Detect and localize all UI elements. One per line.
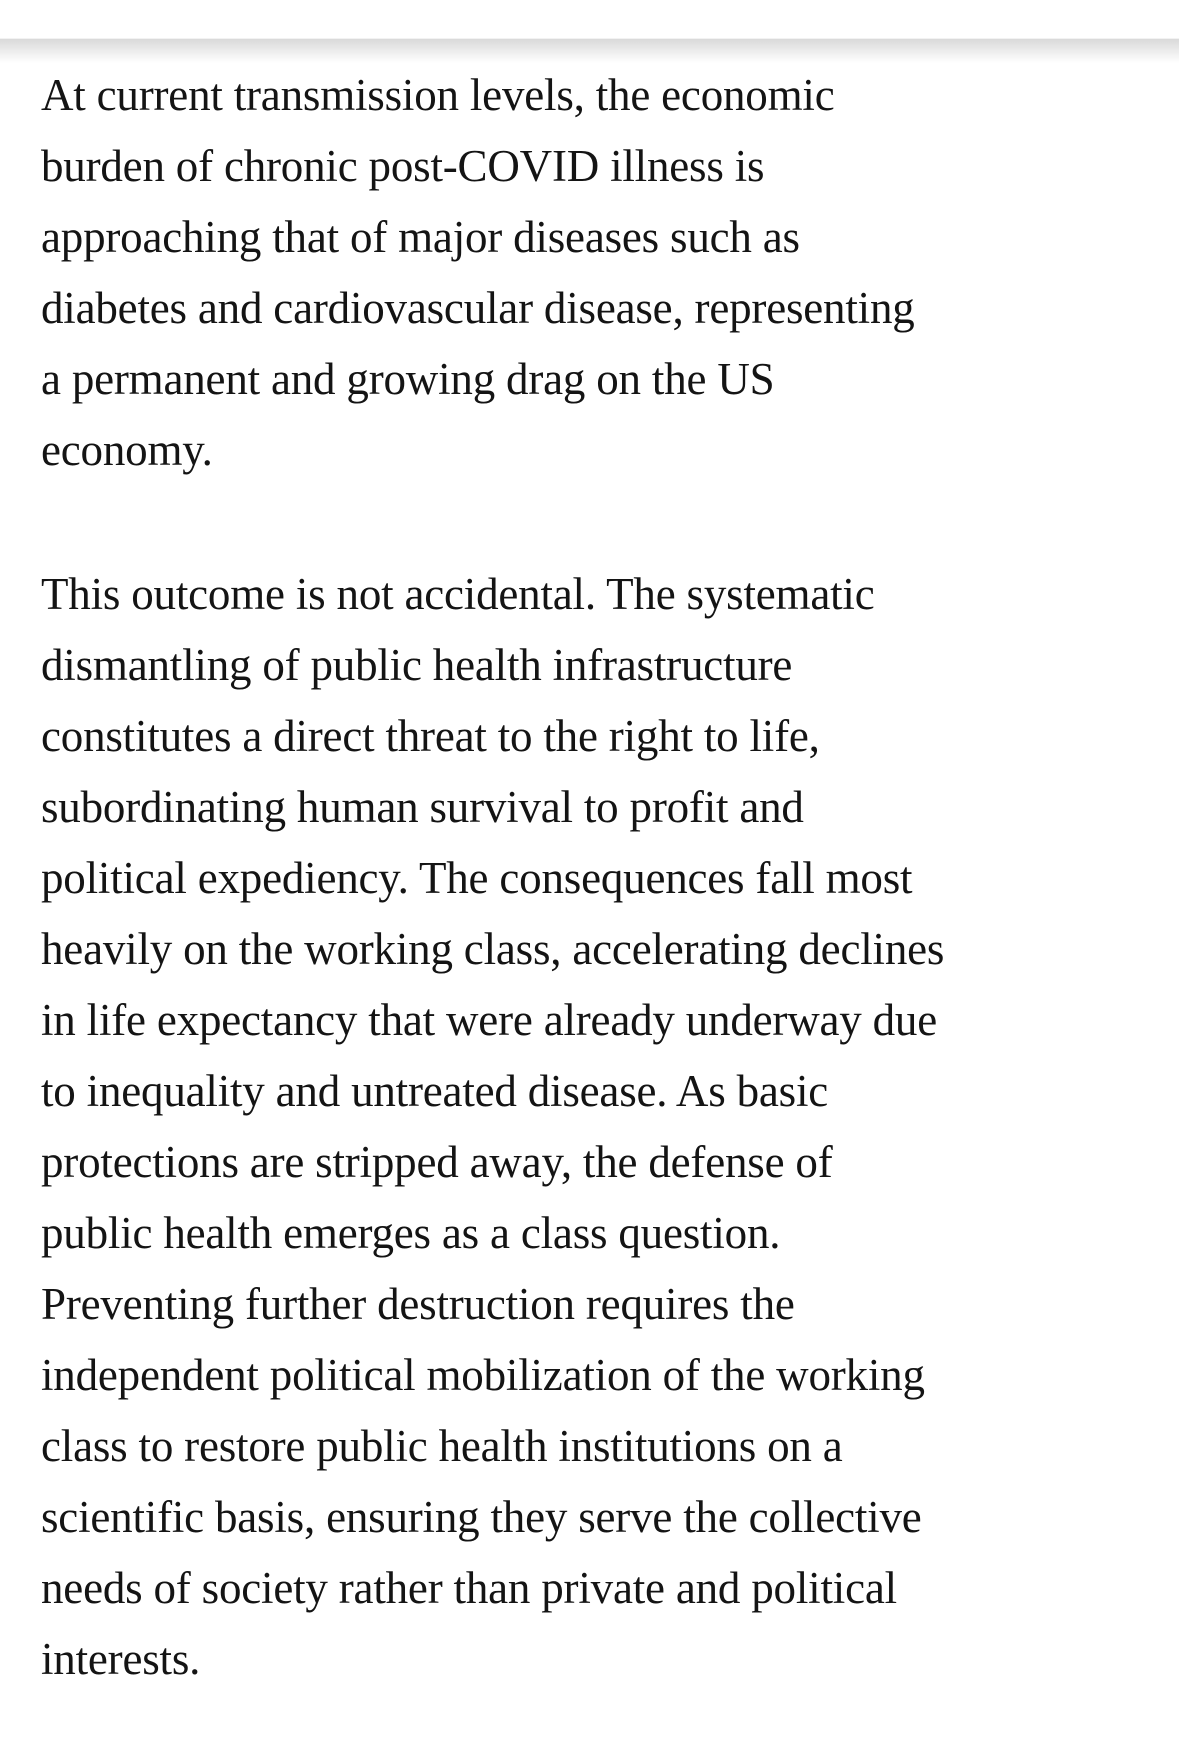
text-line: class to restore public health institutions on a — [41, 1421, 843, 1471]
text-line: At current transmission levels, the economic — [41, 70, 835, 120]
text-line: economy. — [41, 425, 213, 475]
text-line: constitutes a direct threat to the right to life, — [41, 711, 820, 761]
text-line: a permanent and growing drag on the US — [41, 354, 775, 404]
text-line: diabetes and cardiovascular disease, representing — [41, 283, 915, 333]
text-line: public health emerges as a class question. — [41, 1208, 781, 1258]
text-line: political expediency. The consequences fall most — [41, 853, 913, 903]
text-line: interests. — [41, 1634, 201, 1684]
text-line: burden of chronic post-COVID illness is — [41, 141, 765, 191]
text-line: dismantling of public health infrastructure — [41, 640, 793, 690]
text-line: to inequality and untreated disease. As basic — [41, 1066, 829, 1116]
paragraph — [41, 559, 1149, 1695]
text-line: This outcome is not accidental. The systematic — [41, 569, 875, 619]
toolbar-bottom-strip — [0, 0, 1179, 39]
text-line: heavily on the working class, accelerating declines — [41, 924, 945, 974]
text-line: needs of society rather than private and political — [41, 1563, 897, 1613]
text-line: independent political mobilization of the working — [41, 1350, 925, 1400]
article-body — [0, 39, 1179, 1695]
text-line: protections are stripped away, the defense of — [41, 1137, 833, 1187]
text-line: Preventing further destruction requires the — [41, 1279, 795, 1329]
text-line: scientific basis, ensuring they serve the collective — [41, 1492, 922, 1542]
text-line: in life expectancy that were already underway due — [41, 995, 938, 1045]
text-line: approaching that of major diseases such as — [41, 212, 800, 262]
text-line: subordinating human survival to profit and — [41, 782, 804, 832]
paragraph — [41, 60, 1149, 486]
